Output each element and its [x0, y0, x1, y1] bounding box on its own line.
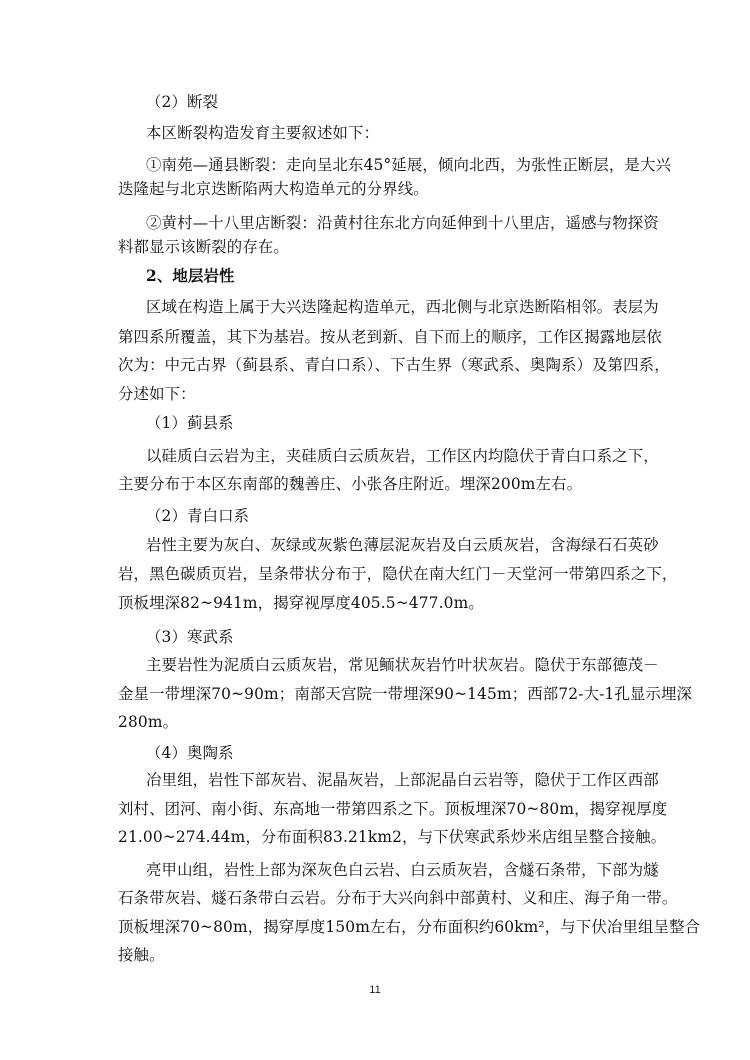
text-line: 亮甲山组，岩性上部为深灰色白云岩、白云质灰岩，含燧石条带，下部为燧	[146, 861, 659, 879]
text-line: 料都显示该断裂的存在。	[118, 238, 289, 256]
text-line: 分述如下：	[118, 385, 196, 403]
section-heading: 2、地层岩性	[146, 267, 235, 285]
text-line: 接触。	[118, 946, 165, 964]
text-line: 冶里组，岩性下部灰岩、泥晶灰岩，上部泥晶白云岩等，隐伏于工作区西部	[146, 771, 659, 789]
text-line: 280m。	[118, 713, 179, 731]
text-line: 主要岩性为泥质白云质灰岩，常见鲕状灰岩竹叶状灰岩。隐伏于东部德茂－	[146, 656, 659, 674]
text-line: 刘村、团河、南小街、东高地一带第四系之下。顶板埋深70~80m，揭穿视厚度	[118, 800, 668, 818]
text-line: 区域在构造上属于大兴迭隆起构造单元，西北侧与北京迭断陷相邻。表层为	[146, 298, 659, 316]
subsection-heading: （2）青白口系	[146, 507, 250, 525]
text-line: 岩，黑色碳质页岩，呈条带状分布于，隐伏在南大红门－天堂河一带第四系之下，	[118, 565, 678, 583]
text-line: 石条带灰岩、燧石条带白云岩。分布于大兴向斜中部黄村、义和庄、海子角一带。	[118, 889, 678, 907]
text-line: 第四系所覆盖，其下为基岩。按从老到新、自下而上的顺序，工作区揭露地层依	[118, 328, 662, 346]
text-line: 21.00~274.44m，分布面积83.21km2，与下伏寒武系炒米店组呈整合接触。	[118, 828, 667, 846]
subsection-heading: （1）蓟县系	[146, 414, 234, 432]
subsection-heading: （2）断裂	[146, 93, 219, 111]
text-line: 金星一带埋深70~90m；南部天宫院一带埋深90~145m；西部72-大-1孔显示埋深	[118, 685, 693, 703]
subsection-heading: （3）寒武系	[146, 628, 234, 646]
text-line: ②黄村—十八里店断裂：沿黄村往东北方向延伸到十八里店，遥感与物探资	[146, 214, 659, 232]
text-line: 本区断裂构造发育主要叙述如下：	[146, 124, 380, 142]
text-line: 以硅质白云岩为主，夹硅质白云质灰岩，工作区内均隐伏于青白口系之下，	[146, 447, 659, 465]
text-line: 主要分布于本区东南部的魏善庄、小张各庄附近。埋深200m左右。	[118, 475, 583, 493]
text-line: 岩性主要为灰白、灰绿或灰紫色薄层泥灰岩及白云质灰岩，含海绿石石英砂	[146, 536, 659, 554]
text-line: 顶板埋深82~941m，揭穿视厚度405.5~477.0m。	[118, 594, 484, 612]
text-line: 顶板埋深70~80m，揭穿厚度150m左右，分布面积约60km²，与下伏冶里组呈整合	[118, 918, 701, 936]
text-line: 次为：中元古界（蓟县系、青白口系）、下古生界（寒武系、奥陶系）及第四系，	[118, 356, 670, 374]
text-line: ①南苑—通县断裂：走向呈北东45°延展，倾向北西，为张性正断层，是大兴	[146, 156, 672, 174]
subsection-heading: （4）奥陶系	[146, 744, 234, 762]
text-line: 迭隆起与北京迭断陷两大构造单元的分界线。	[118, 180, 429, 198]
page-number: 11	[369, 984, 381, 996]
